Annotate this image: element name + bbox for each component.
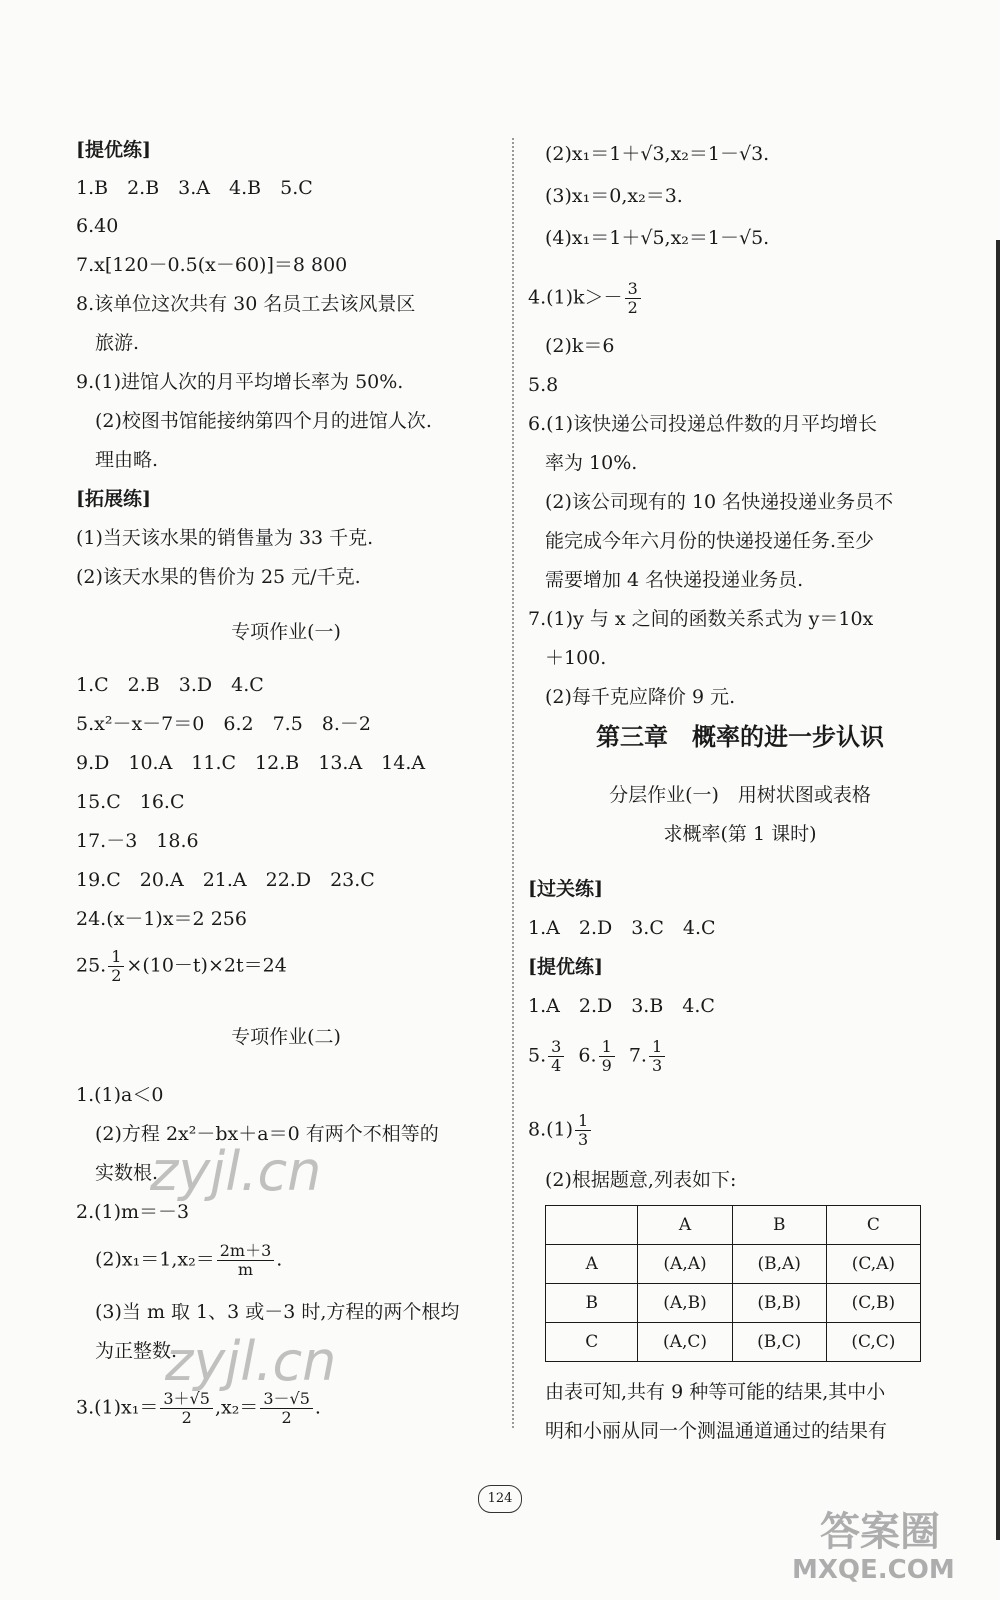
answer-line: (4)x₁＝1＋√5,x₂＝1－√5. — [545, 227, 770, 249]
fraction-denominator: 3 — [578, 1130, 589, 1149]
table-cell: (C,C) — [826, 1323, 920, 1362]
fraction — [217, 1242, 275, 1279]
section-title: 分层作业(一) 用树状图或表格 — [609, 784, 871, 806]
fraction-numerator: 3 — [625, 280, 641, 299]
fraction-denominator: 2 — [627, 298, 638, 317]
answer-line: (2)根据题意,列表如下: — [545, 1169, 737, 1191]
answer-line: 9.D 10.A 11.C 12.B 13.A 14.A — [76, 752, 426, 774]
table-cell: (C,B) — [826, 1284, 920, 1323]
answer-line: (2)该公司现有的 10 名快递投递业务员不 — [545, 491, 894, 513]
answer-line: 1.(1)a＜0 — [76, 1084, 164, 1106]
answer-line-fraction — [95, 1242, 282, 1279]
fraction — [599, 1038, 615, 1075]
table-cell: (B,B) — [732, 1284, 826, 1323]
section-title-zhuanxiang-1: 专项作业(一) — [231, 621, 341, 643]
table-cell: (B,C) — [732, 1323, 826, 1362]
fraction-denominator: 4 — [551, 1056, 562, 1075]
fraction-suffix: ×(10－t)×2t＝24 — [126, 954, 287, 977]
fraction-prefix: 25. — [76, 954, 107, 977]
fraction-denominator: 2 — [111, 966, 122, 985]
answer-line: 9.(1)进馆人次的月平均增长率为 50%. — [76, 371, 404, 393]
answer-line: (1)当天该水果的销售量为 33 千克. — [76, 527, 374, 549]
answer-line: ＋100. — [545, 647, 607, 669]
fraction-prefix: 3.(1)x₁＝ — [76, 1396, 159, 1419]
fraction-middle: ,x₂＝ — [214, 1396, 259, 1419]
fraction-numerator: 1 — [649, 1038, 665, 1057]
table-cell: B — [546, 1284, 638, 1323]
table-row — [546, 1323, 921, 1362]
fraction-numerator: 3 — [548, 1038, 564, 1057]
answer-line: 1.A 2.D 3.B 4.C — [528, 995, 715, 1017]
fraction-denominator: 2 — [181, 1408, 192, 1427]
table-row — [546, 1245, 921, 1284]
section-title-zhuanxiang-2: 专项作业(二) — [231, 1026, 341, 1048]
table-cell: (A,A) — [638, 1245, 732, 1284]
answer-line: 能完成今年六月份的快递投递任务.至少 — [545, 530, 875, 552]
answer-line: (2)该天水果的售价为 25 元/千克. — [76, 566, 361, 588]
watermark: zyjl.cn — [150, 1140, 322, 1203]
fraction-prefix: 4.(1)k＞－ — [528, 286, 623, 309]
answer-line: (2)k＝6 — [545, 335, 615, 357]
answer-line: 8.该单位这次共有 30 名员工去该风景区 — [76, 293, 416, 315]
section-header-tiyou: [提优练] — [76, 139, 151, 161]
fraction-numerator: 3－√5 — [260, 1390, 313, 1409]
fraction-denominator: 9 — [601, 1056, 612, 1075]
answer-line: (2)每千克应降价 9 元. — [545, 686, 736, 708]
fraction — [649, 1038, 665, 1075]
answer-line: (2)x₁＝1＋√3,x₂＝1－√3. — [545, 143, 770, 165]
answer-line: 明和小丽从同一个测温通道通过的结果有 — [545, 1420, 888, 1442]
section-subtitle: 求概率(第 1 课时) — [663, 823, 817, 845]
table-cell: A — [546, 1245, 638, 1284]
watermark: zyjl.cn — [165, 1330, 337, 1393]
answer-line: 1.C 2.B 3.D 4.C — [76, 674, 264, 696]
fraction — [108, 948, 124, 985]
answer-line: 7.(1)y 与 x 之间的函数关系式为 y＝10x — [528, 608, 874, 630]
page-number: 124 — [478, 1485, 522, 1513]
answer-line: 由表可知,共有 9 种等可能的结果,其中小 — [545, 1381, 886, 1403]
column-divider — [512, 138, 514, 1428]
answer-line: 5.8 — [528, 374, 559, 396]
fraction-suffix: . — [276, 1248, 283, 1271]
answer-line: 为正整数. — [95, 1340, 178, 1362]
table-cell: (B,A) — [732, 1245, 826, 1284]
table-cell: (C,A) — [826, 1245, 920, 1284]
answer-line: 理由略. — [95, 449, 159, 471]
outcome-table — [545, 1205, 921, 1362]
answer-line-fraction — [76, 1390, 321, 1427]
answer-line: 2.(1)m＝－3 — [76, 1201, 190, 1223]
answer-line: 率为 10%. — [545, 452, 638, 474]
answer-line: 15.C 16.C — [76, 791, 185, 813]
table-cell: (A,C) — [638, 1323, 732, 1362]
answer-line: 需要增加 4 名快递投递业务员. — [545, 569, 804, 591]
fraction — [160, 1390, 213, 1427]
answer-line: 6.40 — [76, 215, 119, 237]
answer-line: 6.(1)该快递公司投递总件数的月平均增长 — [528, 413, 878, 435]
fraction-prefix: (2)x₁＝1,x₂＝ — [95, 1248, 215, 1271]
fraction-prefix: 6. — [578, 1044, 597, 1067]
fraction — [625, 280, 641, 317]
chapter-title: 第三章 概率的进一步认识 — [596, 722, 884, 751]
fraction-suffix: . — [314, 1396, 321, 1419]
answer-line-fraction — [76, 948, 287, 985]
fraction-numerator: 1 — [108, 948, 124, 967]
table-header-cell: B — [732, 1206, 826, 1245]
answer-line: 17.－3 18.6 — [76, 830, 199, 852]
fraction — [575, 1112, 591, 1149]
section-header-tiyou: [提优练] — [528, 956, 603, 978]
fraction-prefix: 7. — [628, 1044, 647, 1067]
fraction-numerator: 1 — [575, 1112, 591, 1131]
answer-line: 1.A 2.D 3.C 4.C — [528, 917, 716, 939]
fraction-numerator: 1 — [599, 1038, 615, 1057]
section-header-tuozhan: [拓展练] — [76, 488, 151, 510]
table-header-cell: A — [638, 1206, 732, 1245]
table-header-cell: C — [826, 1206, 920, 1245]
answer-line: 实数根. — [95, 1162, 159, 1184]
fraction-numerator: 3＋√5 — [160, 1390, 213, 1409]
fraction — [548, 1038, 564, 1075]
page-edge-shadow — [996, 240, 1000, 1540]
fraction-prefix: 8.(1) — [528, 1118, 574, 1141]
answer-line: 24.(x－1)x＝2 256 — [76, 908, 247, 930]
answer-line: 7.x[120－0.5(x－60)]＝8 800 — [76, 254, 348, 276]
answer-line: 19.C 20.A 21.A 22.D 23.C — [76, 869, 375, 891]
answer-line: 5.x²－x－7＝0 6.2 7.5 8.－2 — [76, 713, 372, 735]
answer-line-fraction — [528, 280, 643, 317]
fraction-denominator: 3 — [651, 1056, 663, 1075]
answer-line: 1.B 2.B 3.A 4.B 5.C — [76, 177, 313, 199]
fraction-prefix: 5. — [528, 1044, 547, 1067]
fraction-numerator: 2m＋3 — [217, 1242, 275, 1261]
table-header-row — [546, 1206, 921, 1245]
answer-line: 旅游. — [95, 332, 140, 354]
fraction-denominator: 2 — [281, 1408, 292, 1427]
table-cell: (A,B) — [638, 1284, 732, 1323]
section-header-guoguan: [过关练] — [528, 878, 603, 900]
answer-line: (2)方程 2x²－bx＋a＝0 有两个不相等的 — [95, 1123, 439, 1145]
answer-line: (3)当 m 取 1、3 或－3 时,方程的两个根均 — [95, 1301, 460, 1323]
fraction — [260, 1390, 313, 1427]
table-header-cell — [546, 1206, 638, 1245]
answer-line: (2)校图书馆能接纳第四个月的进馆人次. — [95, 410, 432, 432]
site-logo-url: MXQE.COM — [792, 1555, 955, 1585]
answer-line-fraction — [528, 1112, 593, 1149]
answer-line: (3)x₁＝0,x₂＝3. — [545, 185, 683, 207]
fraction-denominator: m — [237, 1260, 254, 1279]
site-logo: 答案圈 — [820, 1509, 940, 1555]
table-row — [546, 1284, 921, 1323]
table-cell: C — [546, 1323, 638, 1362]
answer-line-fractions — [528, 1038, 667, 1075]
